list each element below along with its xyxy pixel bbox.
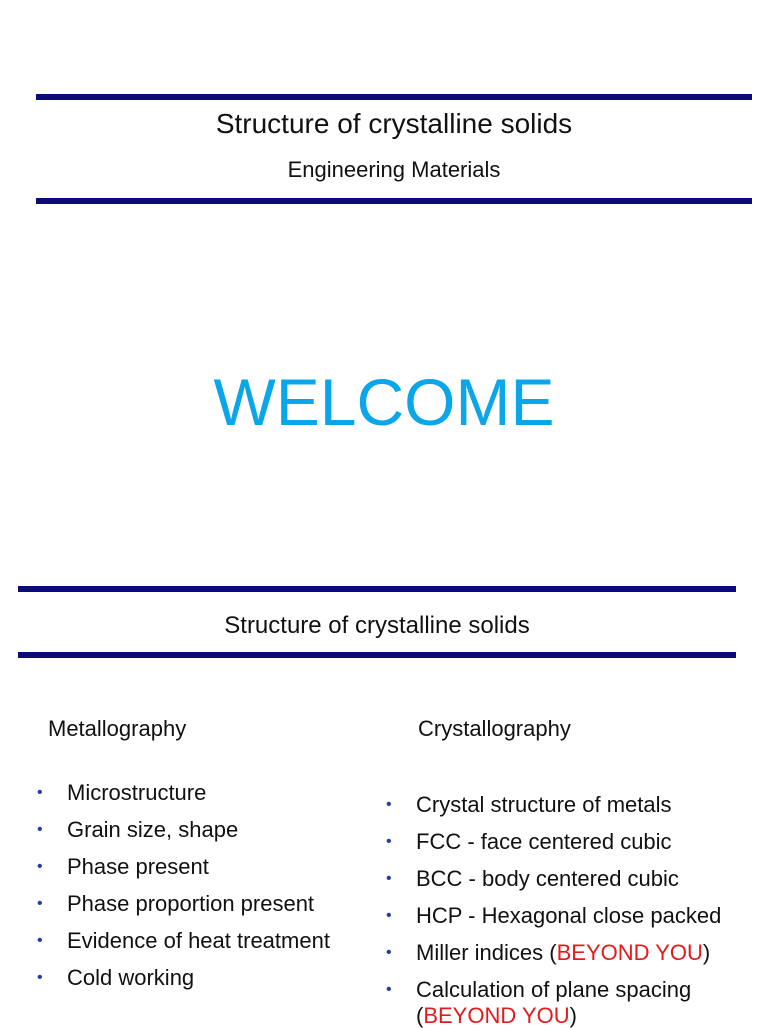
bullet-icon: • [386,907,392,924]
list-item-text: FCC - face centered cubic [416,829,672,854]
list-item-text: Phase proportion present [67,891,315,916]
slide1-title: Structure of crystalline solids [215,108,573,139]
welcome-text: WELCOME [213,365,555,439]
bullet-icon: • [386,981,392,998]
list-item-text: Cold working [67,965,195,990]
beyond-you-emphasis: BEYOND YOU [556,940,703,965]
bullet-icon: • [37,821,43,838]
bullet-icon: • [37,784,43,801]
list-item-text: Evidence of heat treatment [67,928,330,953]
list-item [37,928,330,965]
list-item [386,903,721,940]
list-item-text: BCC - body centered cubic [416,866,679,891]
metallography-list [37,780,330,1002]
bullet-icon: • [386,870,392,887]
bullet-icon: • [37,969,43,986]
plane-spacing-close: ) [569,1003,577,1028]
crystallography-list [386,792,721,1029]
bullet-icon: • [37,932,43,949]
list-item [37,780,330,817]
miller-pre: Miller indices ( [416,940,557,965]
miller-post: ) [702,940,711,965]
top-rule [36,94,752,100]
bullet-icon: • [37,895,43,912]
slide2-top-rule [18,586,736,592]
list-item-text: Phase present [67,854,209,879]
bullet-icon: • [386,796,392,813]
list-item-text: HCP - Hexagonal close packed [416,903,722,928]
bullet-icon: • [37,858,43,875]
list-item [386,977,721,1029]
list-item [386,829,721,866]
bullet-icon: • [386,833,392,850]
list-item [37,965,330,1002]
crystallography-heading: Crystallography [418,716,571,741]
plane-spacing-text: Calculation of plane spacing [416,977,692,1002]
list-item [386,792,721,829]
bullet-icon: • [386,944,392,961]
list-item [37,817,330,854]
slide2-title: Structure of crystalline solids [224,612,530,639]
slide2-bottom-rule [18,652,736,658]
list-item [386,940,721,977]
title-bottom-rule [36,198,752,204]
list-item-text: Crystal structure of metals [416,792,672,817]
list-item [386,866,721,903]
metallography-heading: Metallography [48,716,187,741]
list-item-text: Grain size, shape [67,817,239,842]
list-item [37,854,330,891]
beyond-you-emphasis: BEYOND YOU [423,1003,570,1028]
list-item [37,891,330,928]
plane-spacing-open: ( [416,1003,424,1028]
slide1-subtitle: Engineering Materials [287,157,501,182]
list-item-text: Microstructure [67,780,207,805]
